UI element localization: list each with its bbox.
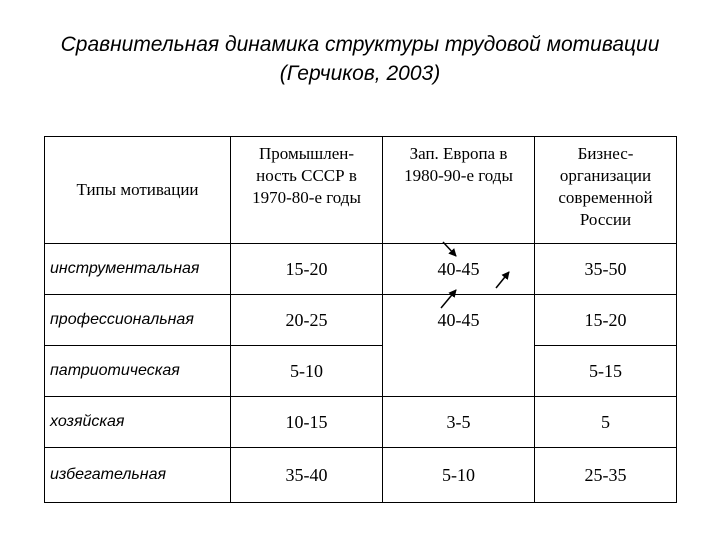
title-line-1: Сравнительная динамика структуры трудовой мотивации — [60, 33, 660, 56]
table-row — [45, 295, 677, 346]
table-header-row — [45, 137, 677, 244]
cell-russia: 15-20 — [535, 295, 677, 346]
header-ussr — [231, 137, 383, 244]
cell-ussr: 5-10 — [231, 346, 383, 397]
header-ussr-line: 1970-80-е годы — [252, 188, 361, 207]
header-russia-line: организации — [559, 166, 652, 185]
table-row — [45, 448, 677, 503]
row-type-label: хозяйская — [45, 397, 231, 448]
cell-europe: 40-45 — [383, 244, 535, 295]
row-type-label: патриотическая — [45, 346, 231, 397]
table-row — [45, 346, 677, 397]
header-europe — [383, 137, 535, 244]
row-type-label: профессиональная — [45, 295, 231, 346]
motivation-table — [44, 136, 677, 503]
cell-ussr: 15-20 — [231, 244, 383, 295]
cell-russia: 5-15 — [535, 346, 677, 397]
header-russia-line: России — [579, 210, 632, 229]
cell-russia: 25-35 — [535, 448, 677, 503]
table-row — [45, 244, 677, 295]
table-row — [45, 397, 677, 448]
header-russia — [535, 137, 677, 244]
cell-europe: 40-45 — [383, 295, 535, 346]
row-type-label: избегательная — [45, 448, 231, 503]
row-type-label: инструментальная — [45, 244, 231, 295]
cell-ussr: 20-25 — [231, 295, 383, 346]
slide-title — [0, 30, 720, 88]
header-ussr-line: Промышлен- — [258, 144, 354, 163]
cell-russia: 35-50 — [535, 244, 677, 295]
cell-russia: 5 — [535, 397, 677, 448]
cell-europe: 5-10 — [383, 448, 535, 503]
cell-ussr: 10-15 — [231, 397, 383, 448]
header-europe-line: Зап. Европа в — [409, 144, 508, 163]
header-russia-line: Бизнес- — [577, 144, 634, 163]
cell-europe: 3-5 — [383, 397, 535, 448]
header-motivation-types: Типы мотивации — [45, 137, 231, 244]
header-europe-line: 1980-90-е годы — [404, 166, 513, 185]
header-ussr-line: ность СССР в — [256, 166, 357, 185]
header-russia-line: современной — [558, 188, 653, 207]
cell-europe — [383, 346, 535, 397]
title-line-2: (Герчиков, 2003) — [279, 62, 441, 85]
cell-ussr: 35-40 — [231, 448, 383, 503]
